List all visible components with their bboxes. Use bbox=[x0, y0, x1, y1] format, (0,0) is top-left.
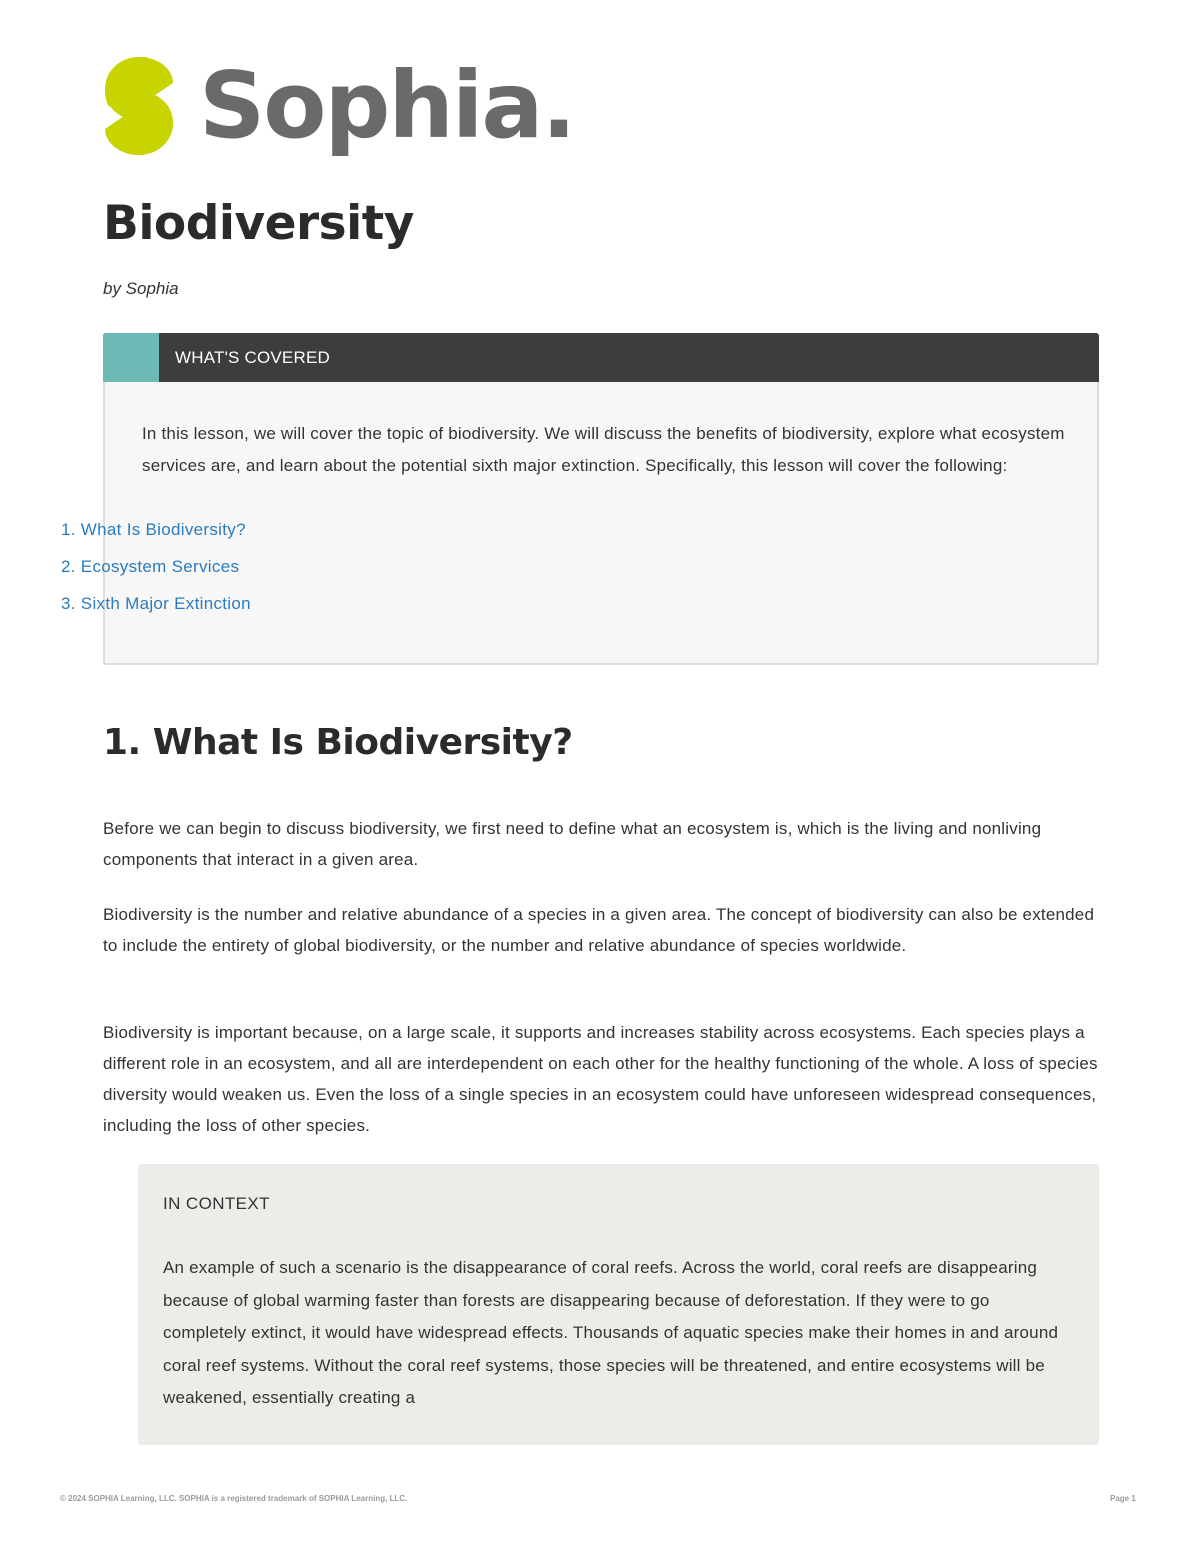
in-context-box bbox=[138, 1164, 1099, 1445]
sophia-logo-mark-icon bbox=[103, 55, 175, 157]
sophia-logo bbox=[103, 52, 575, 159]
outline-link-sixth-major-extinction[interactable]: 3. Sixth Major Extinction bbox=[61, 594, 251, 613]
paragraph: Biodiversity is important because, on a large scale, it supports and increases stability across ecosystems. Each species plays a different role in an ecosystem, and all are interdependent on each other for the healthy functioning of the whole. A loss of species diversity would weaken us. Even the loss of a single species in an ecosystem could have unforeseen widespread consequences, including the loss of other species. bbox=[103, 1023, 1098, 1135]
footer-page-number: Page 1 bbox=[1110, 1494, 1136, 1503]
paragraph: Before we can begin to discuss biodiversity, we first need to define what an ecosystem is, which is the living and nonliving components that interact in a given area. bbox=[103, 819, 1042, 869]
paragraph: Biodiversity is the number and relative abundance of a species in a given area. The concept of biodiversity can also be extended to include the entirety of global biodiversity, or the number and relative abundance of species worldwide. bbox=[103, 905, 1095, 955]
section-heading-what-is-biodiversity: 1. What Is Biodiversity? bbox=[103, 722, 573, 763]
document-title: Biodiversity bbox=[103, 196, 414, 251]
sophia-logo-text: Sophia. bbox=[199, 52, 575, 159]
header-accent-bar bbox=[103, 333, 159, 382]
whats-covered-header bbox=[103, 333, 1099, 382]
in-context-title: IN CONTEXT bbox=[163, 1194, 270, 1213]
in-context-body: An example of such a scenario is the disappearance of coral reefs. Across the world, coral reefs are disappearing because of global warming faster than forests are disappearing because of deforestation. If they were to go completely extinct, it would have widespread effects. Thousands of aquatic species make their homes in and around coral reef systems. Without the coral reef systems, those species will be threatened, and entire ecosystems will be weakened, essentially creating a bbox=[163, 1258, 1059, 1407]
outline-link-what-is-biodiversity[interactable]: 1. What Is Biodiversity? bbox=[61, 520, 246, 539]
whats-covered-intro: In this lesson, we will cover the topic of biodiversity. We will discuss the benefits of biodiversity, explore what ecosystem services are, and learn about the potential sixth major extinction. Specifically, this lesson will cover the following: bbox=[142, 424, 1065, 475]
whats-covered-box bbox=[103, 333, 1099, 665]
outline-link-ecosystem-services[interactable]: 2. Ecosystem Services bbox=[61, 557, 240, 576]
footer-copyright: © 2024 SOPHIA Learning, LLC. SOPHIA is a registered trademark of SOPHIA Learning, LLC. bbox=[60, 1494, 408, 1503]
whats-covered-title: WHAT'S COVERED bbox=[175, 348, 330, 367]
byline: by Sophia bbox=[103, 279, 179, 298]
